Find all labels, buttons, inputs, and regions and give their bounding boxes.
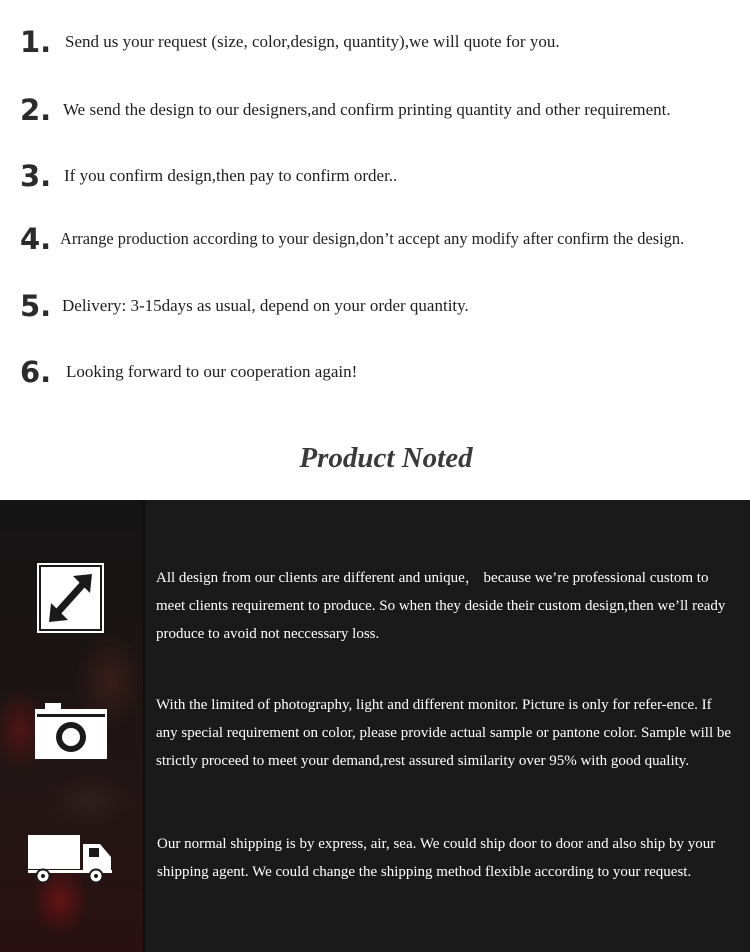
step-number: 2. [20,93,52,127]
step-number: 3. [20,159,52,193]
step-number: 5. [20,289,52,323]
divider [143,500,145,952]
step-4 [0,219,750,259]
step-text: If you confirm design,then pay to confirm order.. [64,166,398,185]
step-text: Send us your request (size, color,design, quantity),we will quote for you. [65,32,560,51]
resize-arrow-icon [37,563,104,633]
step-text: Delivery: 3-15days as usual, depend on your order quantity. [62,296,469,315]
step-3 [0,156,750,196]
section-title: Product Noted [299,442,473,474]
step-6 [0,352,750,392]
camera-icon [35,703,107,759]
step-5 [0,286,750,326]
step-text: We send the design to our designers,and confirm printing quantity and other requirement. [63,100,671,119]
note-shipping: Our normal shipping is by express, air, sea. We could ship door to door and also ship by your shipping agent. We could change the shipping method flexible according to your request. [157,836,716,880]
note-design-unique: All design from our clients are different and unique， because we’re professional custom to meet clients requirement to produce. So when they deside their custom design,then we’ll ready produce to avoid not neccessary loss. [156,570,726,642]
step-number: 1. [20,25,52,59]
note-color-difference: With the limited of photography, light and different monitor. Picture is only for refer-ence. If any special requirement on color, please provide actual sample or pantone color. Sample will be strictly proceed to meet your demand,rest assured similarity over 95% with good quality. [156,697,732,769]
step-text: Arrange production according to your design,don’t accept any modify after confirm the design. [60,229,685,248]
step-1 [0,22,750,62]
delivery-truck-icon [28,835,112,883]
step-text: Looking forward to our cooperation again! [66,362,358,381]
step-2 [0,90,750,130]
step-number: 4. [20,222,52,256]
step-number: 6. [20,355,52,389]
